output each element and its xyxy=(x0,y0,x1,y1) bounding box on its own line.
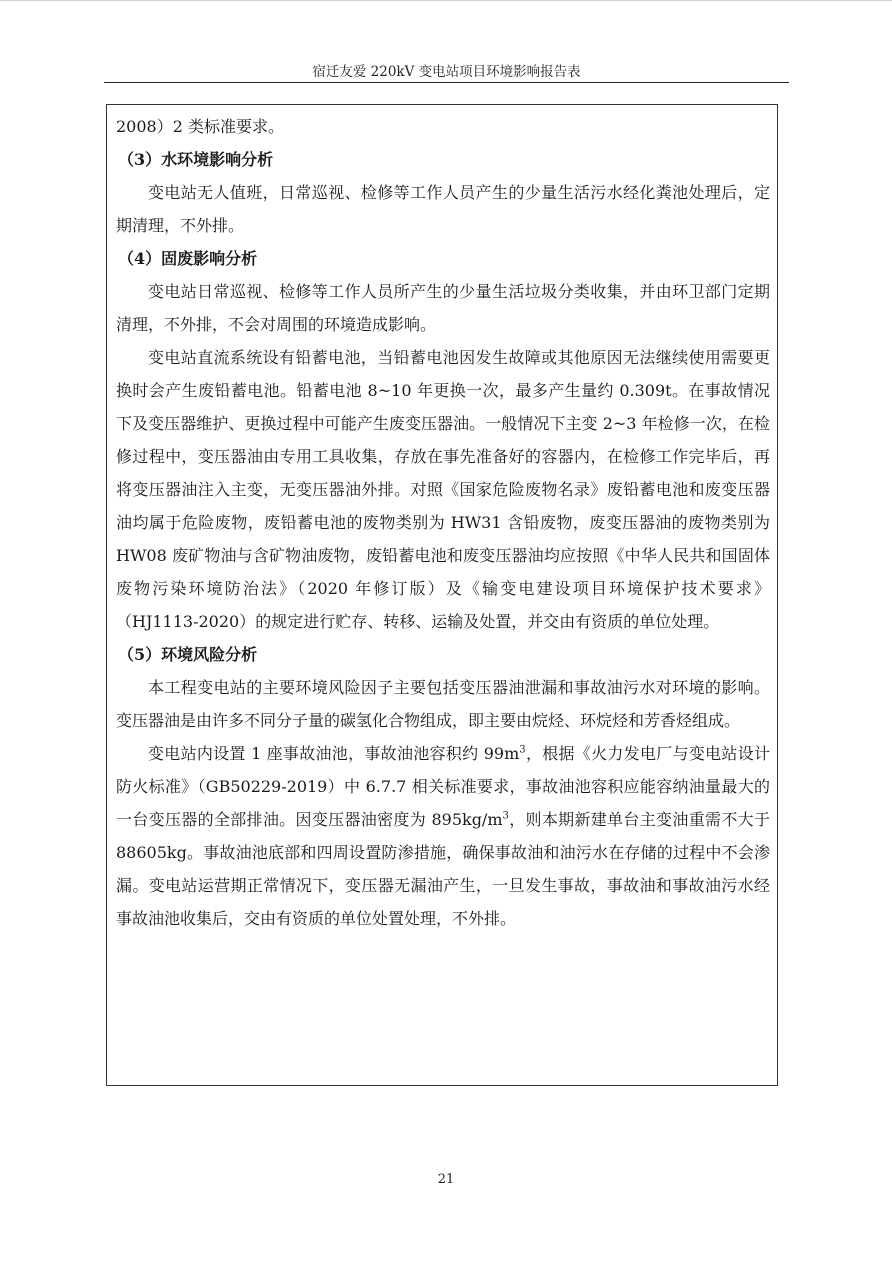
page-top-edge xyxy=(0,0,892,1)
risk-text-part-3: ，则本期新建单台主变油重需不大于 88605kg。事故油池底部和四周设置防渗措施，确保事故油和油污水在存储的过程中不会渗漏。变电站运营期正常情况下，变压器无漏油产生，一旦发生事故，事故油和事故油污水经事故油池收集后，交由有资质的单位处置处理，不外排。 xyxy=(116,810,770,928)
paragraph-water: 变电站无人值班，日常巡视、检修等工作人员产生的少量生活污水经化粪池处理后，定期清理，不外排。 xyxy=(116,183,770,235)
paragraph-solid-waste-2: 变电站直流系统设有铅蓄电池，当铅蓄电池因发生故障或其他原因无法继续使用需要更换时会产生废铅蓄电池。铅蓄电池 8~10 年更换一次，最多产生量约 0.309t。在事故情况下及变压器维护、更换过程中可能产生废变压器油。一般情况下主变 2~3 年检修一次，在检修过程中，变压器油由专用工具收集，存放在事先准备好的容器内，在检修工作完毕后，再将变压器油注入主变，无变压器油外排。对照《国家危险废物名录》废铅蓄电池和废变压器油均属于危险废物，废铅蓄电池的废物类别为 HW31 含铅废物，废变压器油的废物类别为 HW08 废矿物油与含矿物油废物，废铅蓄电池和废变压器油均应按照《中华人民共和国固体废物污染环境防治法》（2020 年修订版）及《输变电建设项目环境保护技术要求》（HJ1113-2020）的规定进行贮存、转移、运输及处置，并交由有资质的单位处理。 xyxy=(116,348,770,631)
risk-text-part-2: ，根据《火力发电厂与变电站设计防火标准》（GB50229-2019）中 6.7.7 相关标准要求，事故油池容积应能容纳油量最大的一台变压器的全部排油。因变压器油密度为 895kg/m xyxy=(116,744,770,829)
running-header: 宿迁友爱 220kV 变电站项目环境影响报告表 xyxy=(312,64,581,80)
section-heading-water: （3）水环境影响分析 xyxy=(118,150,274,169)
paragraph-risk-1: 本工程变电站的主要环境风险因子主要包括变压器油泄漏和事故油污水对环境的影响。变压器油是由许多不同分子量的碳氢化合物组成，即主要由烷烃、环烷烃和芳香烃组成。 xyxy=(116,678,770,730)
paragraph-risk-2 xyxy=(116,737,770,935)
paragraph-continuation: 2008）2 类标准要求。 xyxy=(116,117,284,136)
section-heading-risk: （5）环境风险分析 xyxy=(118,645,258,664)
content-box xyxy=(106,104,778,1086)
header-rule xyxy=(104,82,789,83)
superscript-cubic: 3 xyxy=(502,810,509,822)
superscript-cubic: 3 xyxy=(519,744,526,756)
page-number: 21 xyxy=(437,1172,455,1187)
risk-text-part-1: 变电站内设置 1 座事故油池，事故油池容积约 99m xyxy=(148,744,520,763)
paragraph-solid-waste-1: 变电站日常巡视、检修等工作人员所产生的少量生活垃圾分类收集，并由环卫部门定期清理，不外排，不会对周围的环境造成影响。 xyxy=(116,282,770,334)
section-heading-solid-waste: （4）固废影响分析 xyxy=(118,249,258,268)
